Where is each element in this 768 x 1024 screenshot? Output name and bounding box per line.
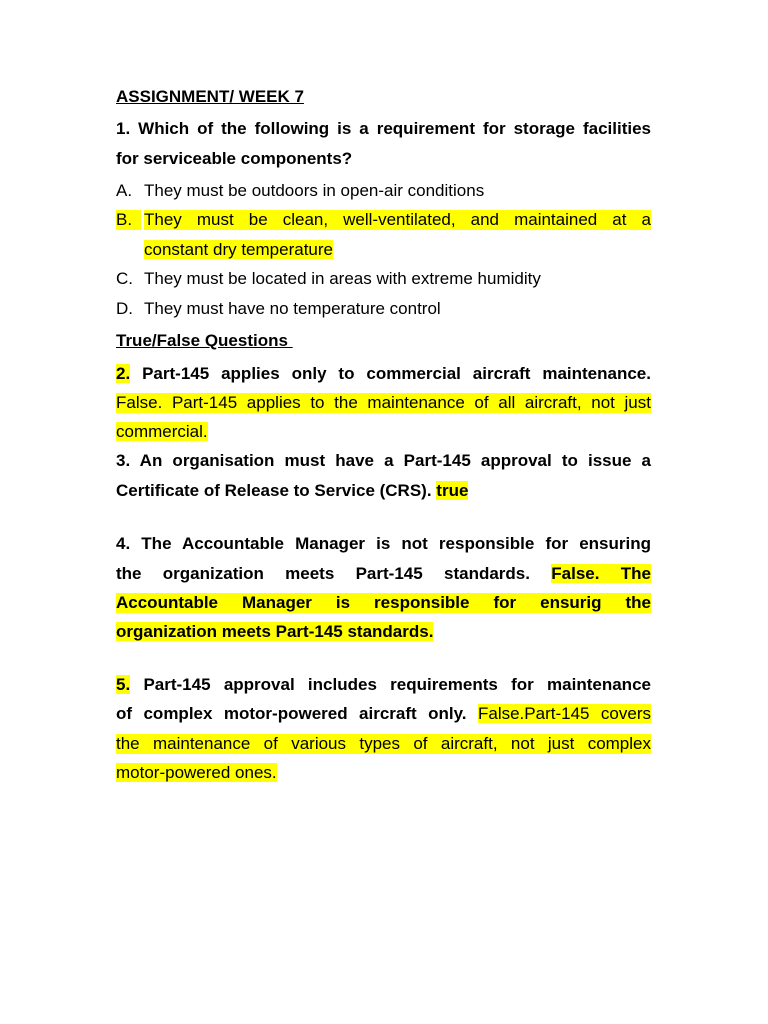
question-5-line-1 — [116, 675, 651, 695]
option-a-letter: A. — [116, 181, 133, 200]
question-2-answer-2: commercial. — [116, 422, 208, 441]
question-3-answer: true — [436, 481, 469, 500]
question-3-text-2: Certificate of Release to Service (CRS). — [116, 481, 432, 500]
option-b-text-line-1: They must be clean, well-ventilated, and maintained at a — [144, 210, 651, 229]
question-5-answer-line-3 — [116, 763, 277, 783]
question-1-line-2: for serviceable components? — [116, 149, 353, 168]
question-2-number: 2. — [116, 364, 131, 383]
question-2-answer-line-1 — [116, 393, 651, 413]
option-d-letter: D. — [116, 299, 133, 318]
question-4-answer-line-3 — [116, 622, 433, 642]
question-4-answer-c: organization meets Part-145 standards. — [116, 622, 434, 641]
question-4-answer-b: Accountable Manager is responsible for ensurig the — [116, 593, 651, 612]
option-c-text: They must be located in areas with extreme humidity — [144, 269, 541, 288]
question-3-text: An organisation must have a Part-145 approval to issue a — [139, 451, 652, 470]
question-4-number: 4. — [116, 534, 131, 553]
question-3-line-1 — [116, 451, 651, 471]
option-b-text-line-2: constant dry temperature — [144, 240, 333, 259]
question-1-text: Which of the following is a requirement for storage facilities — [138, 119, 651, 138]
question-4-text-2: the organization meets Part-145 standards. — [116, 564, 530, 583]
question-2-line-1 — [116, 364, 651, 384]
question-4-answer-a: False. The — [551, 564, 651, 583]
question-5-answer-a: False.Part-145 covers — [477, 704, 651, 723]
question-1-line-1 — [116, 119, 651, 139]
option-c-letter: C. — [116, 269, 133, 288]
question-3-line-2 — [116, 481, 468, 501]
page-title: ASSIGNMENT/ WEEK 7 — [116, 87, 304, 106]
question-4-line-1 — [116, 534, 651, 554]
option-d-text: They must have no temperature control — [144, 299, 441, 318]
question-2-answer-1: False. Part-145 applies to the maintenance of all aircraft, not just — [116, 393, 651, 412]
question-5-answer-c: motor-powered ones. — [116, 763, 277, 782]
question-4-answer-line-2 — [116, 593, 651, 613]
question-5-text: Part-145 approval includes requirements for maintenance — [143, 675, 651, 694]
question-2-text: Part-145 applies only to commercial aircraft maintenance. — [142, 364, 651, 383]
question-4-line-2 — [116, 564, 651, 584]
question-2-answer-line-2 — [116, 422, 208, 442]
question-3-number: 3. — [116, 451, 131, 470]
question-5-answer-line-2 — [116, 734, 651, 754]
question-5-text-2: of complex motor-powered aircraft only. — [116, 704, 467, 723]
true-false-heading: True/False Questions — [116, 331, 293, 350]
question-1-number: 1. — [116, 119, 131, 138]
question-4-text: The Accountable Manager is not responsible for ensuring — [141, 534, 651, 553]
question-5-answer-b: the maintenance of various types of aircraft, not just complex — [116, 734, 651, 753]
option-a-text: They must be outdoors in open-air conditions — [144, 181, 485, 200]
option-b-letter: B. — [116, 210, 141, 230]
question-5-line-2 — [116, 704, 651, 724]
question-5-number: 5. — [116, 675, 131, 694]
